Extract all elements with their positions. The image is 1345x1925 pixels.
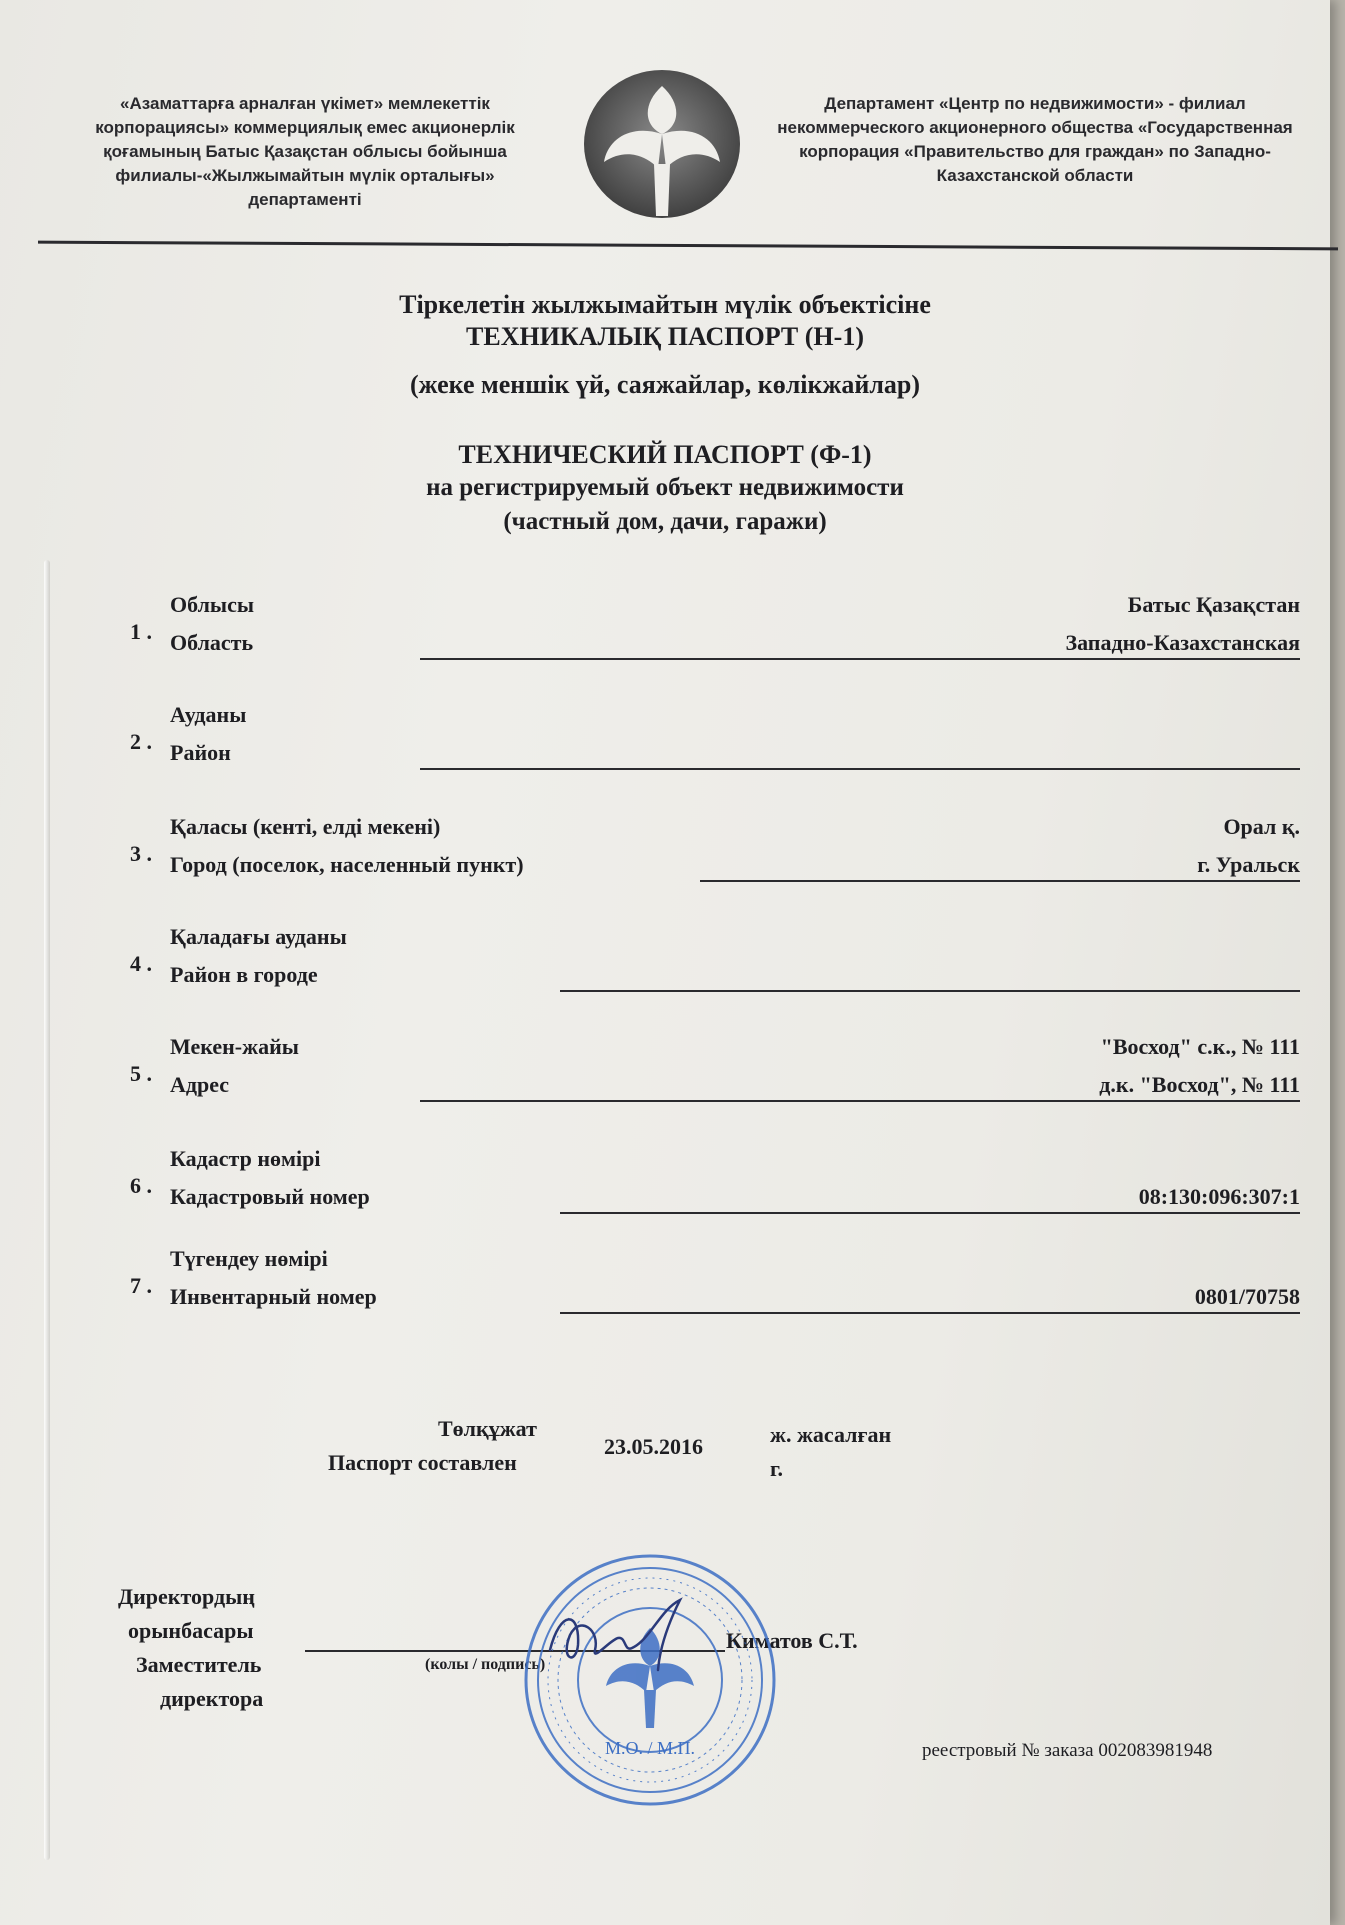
field-underline (560, 1312, 1300, 1314)
header-divider (38, 241, 1338, 251)
field-label-kz: Облысы (170, 592, 255, 617)
field-label-kz: Қаладағы ауданы (170, 924, 347, 949)
field-value-kz: Батыс Қазақстан (1127, 592, 1300, 617)
field-value-ru: д.к. "Восход", № 111 (1099, 1072, 1300, 1097)
field-value-ru: Западно-Казахстанская (1065, 630, 1300, 655)
field-underline (420, 658, 1300, 660)
deputy-label-ru-1: Заместитель (136, 1652, 262, 1677)
field-region (130, 592, 1300, 672)
field-district (130, 702, 1300, 782)
header-right-ru: Департамент «Центр по недвижимости» - филиал некоммерческого акционерного общества «Государственная корпорация «Правительство для граждан» по Западно-Казахстанской области (777, 94, 1293, 185)
deputy-label-kz-1: Директордың (118, 1584, 255, 1609)
field-number: 7 . (130, 1273, 152, 1298)
field-label-ru: Город (поселок, населенный пункт) (170, 852, 524, 877)
field-value-ru: г. Уральск (1197, 852, 1300, 877)
title-kz-line1: Тіркелетін жылжымайтын мүлік объектісіне (399, 290, 931, 319)
field-label-kz: Түгендеу нөмірі (170, 1246, 328, 1271)
field-cadastral-number (130, 1146, 1300, 1226)
field-label-ru: Инвентарный номер (170, 1284, 377, 1309)
field-number: 4 . (130, 951, 152, 976)
field-number: 3 . (130, 841, 152, 866)
title-kz-line3: (жеке меншік үй, саяжайлар, көлікжайлар) (409, 370, 921, 399)
field-underline (700, 880, 1300, 882)
title-ru-line1: ТЕХНИЧЕСКИЙ ПАСПОРТ (Ф-1) (458, 440, 872, 469)
stamp-label: М.О. / М.П. (604, 1738, 696, 1758)
field-label-kz: Қаласы (кенті, елді мекені) (170, 814, 441, 839)
field-address (130, 1034, 1300, 1114)
registry-order-number: реестровый № заказа 002083981948 (922, 1740, 1213, 1761)
field-city-district (130, 924, 1300, 1004)
field-value-ru: 0801/70758 (1194, 1284, 1300, 1309)
field-inventory-number (130, 1246, 1300, 1326)
field-label-ru: Адрес (170, 1072, 230, 1097)
composed-suffix-ru: г. (770, 1456, 784, 1481)
field-label-kz: Ауданы (170, 702, 247, 727)
field-number: 6 . (130, 1173, 152, 1198)
paper-fold (44, 560, 50, 1860)
field-underline (420, 768, 1300, 770)
official-stamp-icon (520, 1550, 780, 1810)
field-label-kz: Кадастр нөмірі (170, 1146, 321, 1171)
field-value-kz: "Восход" с.к., № 111 (1100, 1034, 1300, 1059)
title-ru-line3: (частный дом, дачи, гаражи) (503, 508, 827, 535)
handwritten-signature (540, 1590, 720, 1680)
field-number: 2 . (130, 729, 152, 754)
signature-caption: (колы / подпись) (425, 1656, 546, 1673)
field-label-ru: Кадастровый номер (170, 1184, 370, 1209)
composed-label-ru: Паспорт составлен (328, 1450, 517, 1475)
header-left-kz: «Азаматтарға арналған үкімет» мемлекеттік корпорациясы» коммерциялық емес акционерлік қоғамының Батыс Қазақстан облысы бойынша филиалы-«Жылжымайтын мүлік орталығы» департаменті (95, 94, 515, 209)
deputy-label-kz-2: орынбасары (128, 1618, 254, 1643)
field-value-kz: Орал қ. (1223, 814, 1300, 839)
organization-logo-icon (572, 64, 752, 224)
signer-name: Киматов С.Т. (726, 1628, 858, 1653)
deputy-label-ru-2: директора (160, 1686, 264, 1711)
title-kz-line2: ТЕХНИКАЛЫҚ ПАСПОРТ (Н-1) (466, 322, 864, 351)
field-underline (560, 1212, 1300, 1214)
composed-date: 23.05.2016 (604, 1434, 703, 1459)
field-underline (420, 1100, 1300, 1102)
composed-label-kz: Төлқұжат (438, 1416, 537, 1441)
field-city (130, 814, 1300, 894)
field-number: 1 . (130, 619, 152, 644)
field-underline (560, 990, 1300, 992)
field-value-ru: 08:130:096:307:1 (1138, 1184, 1300, 1209)
field-label-ru: Область (170, 630, 254, 655)
composed-suffix-kz: ж. жасалған (770, 1422, 892, 1447)
field-label-ru: Район в городе (170, 962, 318, 987)
field-label-ru: Район (170, 740, 231, 765)
field-number: 5 . (130, 1061, 152, 1086)
field-label-kz: Мекен-жайы (170, 1034, 299, 1059)
title-ru-line2: на регистрируемый объект недвижимости (426, 474, 904, 501)
